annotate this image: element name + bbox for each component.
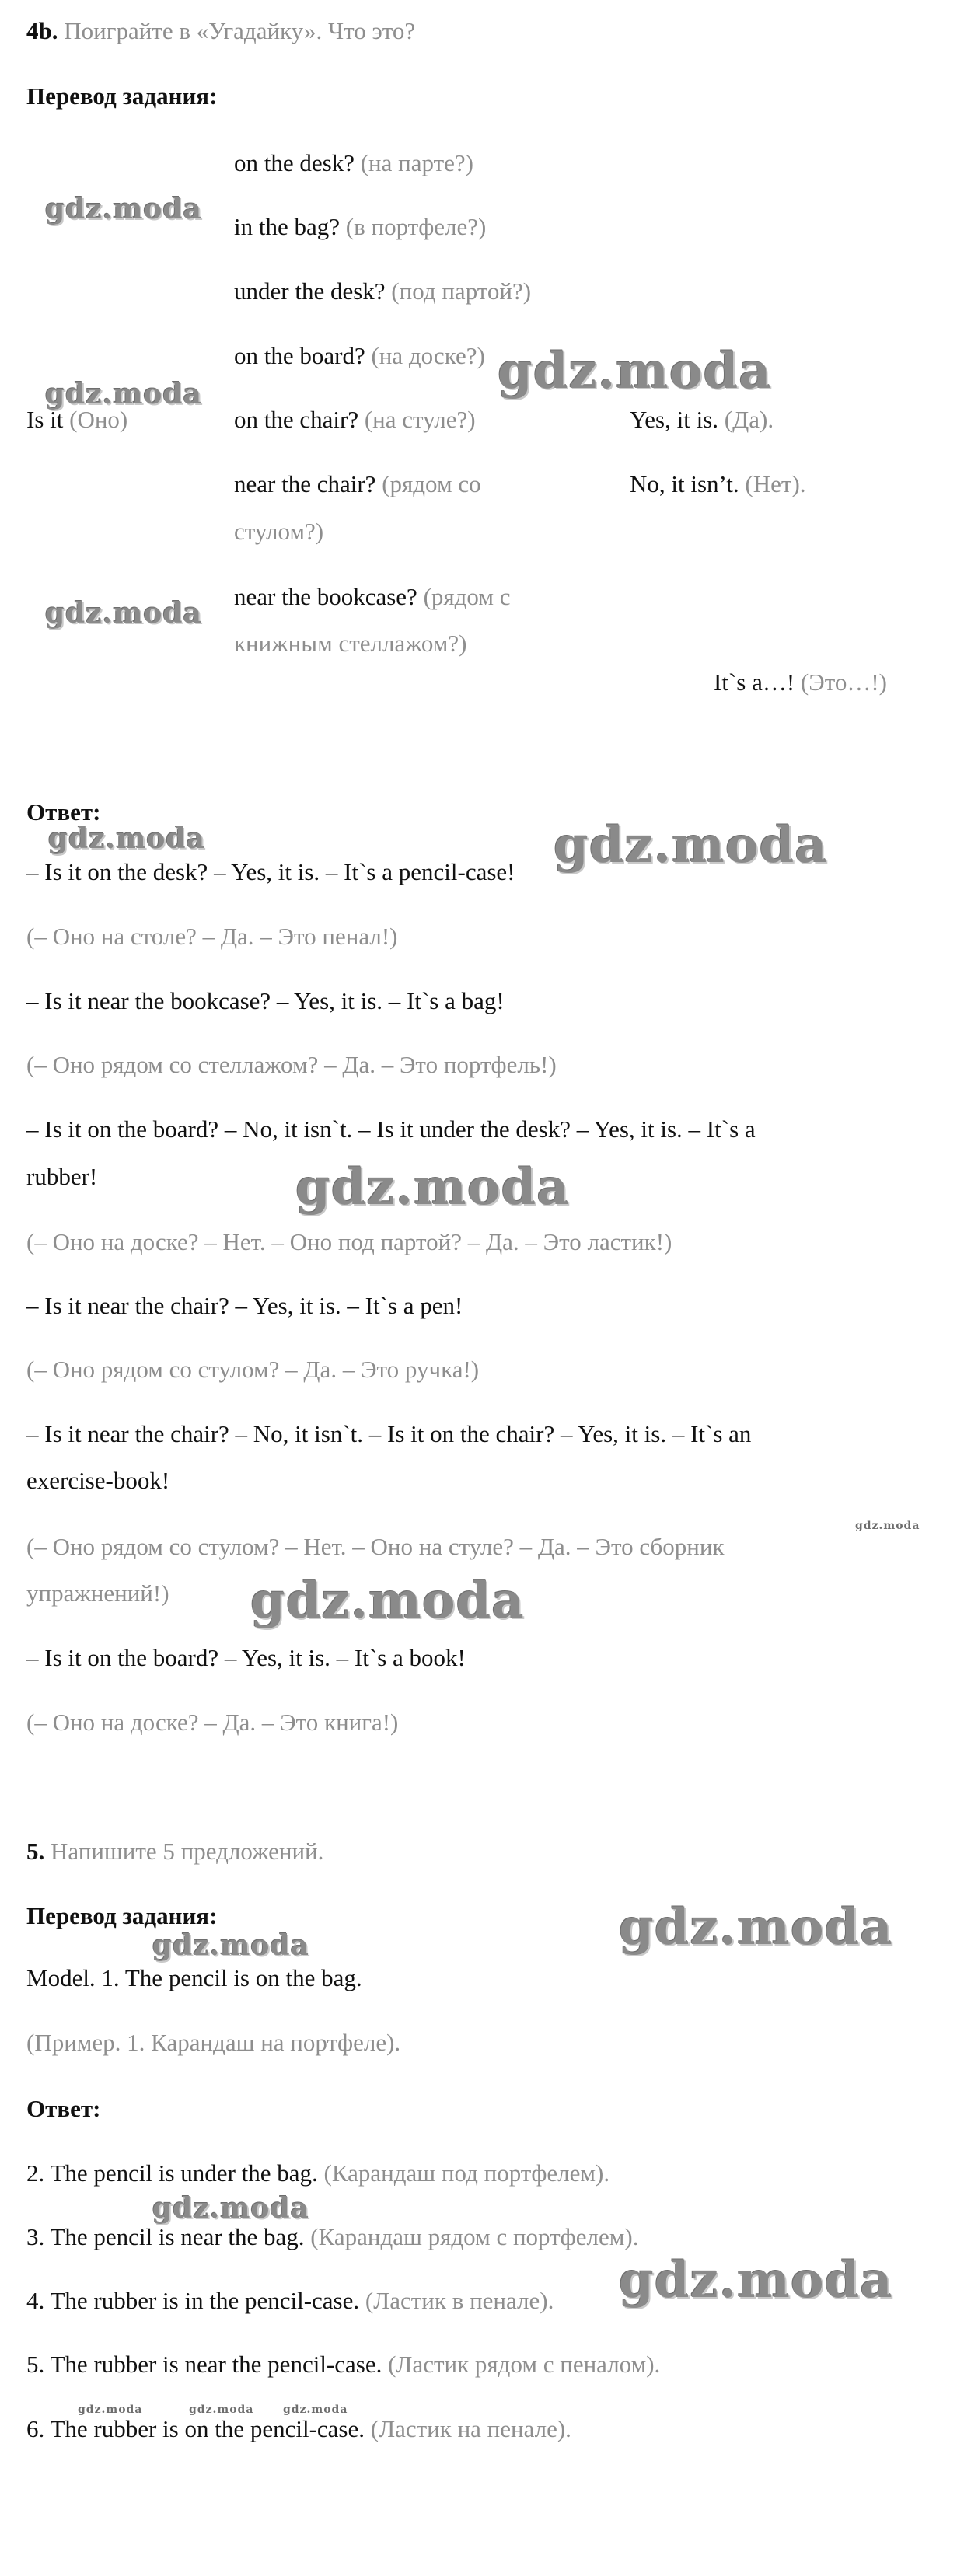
watermark: gdz.moda: [619, 1898, 893, 1956]
phrase-ru: (под партой?): [391, 277, 532, 305]
answer-line-tr: (– Оно на доске? – Нет. – Оно под партой? – Да. – Это ластик!): [26, 1228, 672, 1255]
is-it-en: Is it: [26, 406, 64, 433]
answer-line-tr: (– Оно на доске? – Да. – Это книга!): [26, 1709, 399, 1736]
phrase-en: on the desk?: [234, 149, 355, 176]
phrase-en: on the board?: [234, 342, 365, 369]
task-instruction: Поиграйте в «Угадайку». Что это?: [64, 17, 416, 44]
phrase-row: [234, 469, 481, 500]
watermark: gdz.moda: [78, 2403, 143, 2416]
phrase-ru: (на парте?): [360, 149, 473, 176]
phrase-en: in the bag?: [234, 213, 341, 240]
answer-line: – Is it near the bookcase? – Yes, it is. – It`s a bag!: [26, 987, 505, 1014]
watermark: gdz.moda: [189, 2403, 254, 2416]
answer-line: – Is it near the chair? – No, it isn`t. – Is it on the chair? – Yes, it is. – It`s an: [26, 1420, 752, 1447]
model-translation: (Пример. 1. Карандаш на портфеле).: [26, 2029, 401, 2056]
answer-line-tr: (– Оно рядом со стулом? – Да. – Это ручка!): [26, 1356, 480, 1383]
watermark: gdz.moda: [283, 2403, 348, 2416]
phrase-row: [234, 211, 486, 243]
answer-line-tr: упражнений!): [26, 1579, 169, 1607]
sentence-en: 4. The rubber is in the pencil-case.: [26, 2287, 360, 2314]
sentence-ru: (Ластик в пенале).: [365, 2287, 554, 2314]
answer-line: rubber!: [26, 1163, 98, 1190]
phrase-en: on the chair?: [234, 406, 359, 433]
sentence-ru: (Ластик рядом с пеналом).: [388, 2351, 661, 2378]
answer-line: – Is it on the desk? – Yes, it is. – It`s a pencil-case!: [26, 858, 515, 885]
sentence-ru: (Карандаш рядом с портфелем).: [310, 2223, 639, 2250]
phrase-ru-cont: книжным стеллажом?): [234, 630, 467, 657]
sentence-en: 6. The rubber is on the pencil-case.: [26, 2415, 365, 2442]
answer-line-tr: (– Оно рядом со стеллажом? – Да. – Это портфель!): [26, 1051, 557, 1078]
watermark: gdz.moda: [152, 1929, 309, 1962]
watermark: gdz.moda: [48, 822, 205, 855]
answer-en: Yes, it is.: [630, 406, 719, 433]
answer-line: – Is it on the board? – Yes, it is. – It`s a book!: [26, 1644, 466, 1671]
phrase-row: [234, 581, 510, 613]
task-instruction: Напишите 5 предложений.: [51, 1838, 324, 1865]
answer-ru: (Да).: [724, 406, 774, 433]
answer-line: – Is it on the board? – No, it isn`t. – Is it under the desk? – Yes, it is. – It`s a: [26, 1115, 756, 1143]
sentence-ru: (Ластик на пенале).: [370, 2415, 571, 2442]
is-it-ru: (Оно): [69, 406, 128, 433]
sentence-en: 5. The rubber is near the pencil-case.: [26, 2351, 382, 2378]
sentence-row: [26, 2285, 554, 2316]
watermark: gdz.moda: [250, 1572, 525, 1630]
translation-heading: Перевод задания:: [26, 1902, 218, 1929]
answer-heading: Ответ:: [26, 798, 101, 826]
answer-yes: [630, 404, 774, 435]
sentence-row: [26, 2158, 609, 2189]
watermark: gdz.moda: [45, 193, 202, 225]
sentence-row: [26, 2349, 660, 2380]
phrase-row: [234, 148, 473, 179]
phrase-ru: (рядом со: [382, 470, 481, 497]
task-number: 5.: [26, 1838, 45, 1865]
watermark: gdz.moda: [295, 1158, 570, 1216]
answer-ru: (Нет).: [745, 470, 806, 497]
phrase-row: [234, 340, 485, 372]
phrase-en: near the bookcase?: [234, 583, 417, 610]
phrase-ru: (в портфеле?): [345, 213, 487, 240]
answer-line: – Is it near the chair? – Yes, it is. – It`s a pen!: [26, 1292, 463, 1319]
task-number: 4b.: [26, 17, 58, 44]
phrase-ru: (рядом с: [423, 583, 511, 610]
sentence-en: 3. The pencil is near the bag.: [26, 2223, 305, 2250]
phrase-ru: (на доске?): [371, 342, 485, 369]
watermark: gdz.moda: [855, 1520, 920, 1532]
final-en: It`s a…!: [714, 668, 795, 696]
phrase-ru-cont: стулом?): [234, 518, 324, 545]
phrase-ru: (на стуле?): [364, 406, 476, 433]
answer-line: exercise-book!: [26, 1467, 170, 1494]
watermark: gdz.moda: [45, 597, 202, 630]
task-5-header: [26, 1836, 323, 1867]
watermark: gdz.moda: [498, 342, 772, 400]
answer-en: No, it isn’t.: [630, 470, 739, 497]
phrase-row: [234, 276, 531, 307]
translation-heading: Перевод задания:: [26, 82, 218, 110]
phrase-en: near the chair?: [234, 470, 376, 497]
final-phrase: [714, 667, 887, 698]
answer-line-tr: (– Оно на столе? – Да. – Это пенал!): [26, 923, 398, 950]
sentence-row: [26, 2414, 571, 2445]
watermark: gdz.moda: [554, 816, 828, 874]
model-sentence: Model. 1. The pencil is on the bag.: [26, 1964, 362, 1991]
sentence-en: 2. The pencil is under the bag.: [26, 2159, 318, 2187]
watermark: gdz.moda: [619, 2251, 893, 2309]
sentence-ru: (Карандаш под портфелем).: [323, 2159, 610, 2187]
sentence-row: [26, 2222, 638, 2253]
answer-line-tr: (– Оно рядом со стулом? – Нет. – Оно на стуле? – Да. – Это сборник: [26, 1533, 725, 1560]
watermark: gdz.moda: [45, 378, 202, 410]
watermark: gdz.moda: [152, 2192, 309, 2225]
task-4b-header: [26, 16, 415, 47]
phrase-row: [234, 404, 476, 435]
answer-heading: Ответ:: [26, 2095, 101, 2122]
answer-no: [630, 469, 806, 500]
final-ru: (Это…!): [800, 668, 887, 696]
phrase-en: under the desk?: [234, 277, 386, 305]
